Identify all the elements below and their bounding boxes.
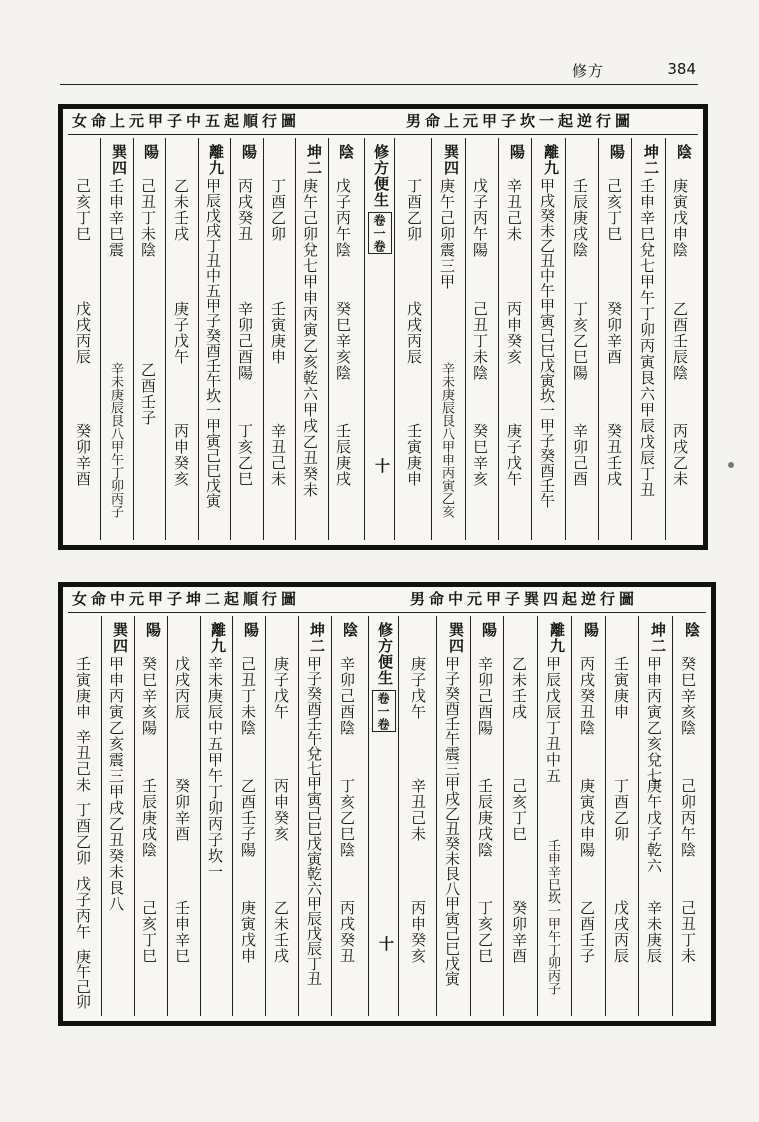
sector-label: 巽四 — [447, 622, 465, 654]
running-header — [60, 58, 698, 85]
stem-branch-entry: 癸卯辛酉 — [510, 900, 528, 964]
sector-label: 巽四 — [110, 144, 128, 176]
stem-branch-entry: 壬寅庚申 — [612, 656, 630, 720]
sector-label: 陽 — [144, 622, 162, 638]
stem-branch-entry: 庚午己卯兌七甲申丙寅乙亥乾六甲戌乙丑癸未 — [301, 178, 319, 498]
stem-branch-entry: 丙戌癸丑 — [236, 178, 254, 242]
sector-divider — [265, 616, 266, 1016]
stem-branch-entry: 癸巳辛亥陰 — [679, 656, 697, 736]
stem-branch-entry: 戊戌丙辰 — [173, 656, 191, 720]
stem-branch-entry: 辛丑己未 — [505, 178, 523, 242]
sector-label: 坤二 — [308, 622, 326, 654]
sector-divider — [631, 138, 632, 540]
stem-branch-entry: 丁亥乙巳陽 — [571, 301, 589, 381]
header-title: 修方 — [571, 62, 604, 80]
sector-divider — [503, 616, 504, 1016]
sector-divider — [133, 138, 134, 540]
stem-branch-entry: 壬辰庚戌陰 — [476, 778, 494, 858]
stem-branch-entry: 辛未庚辰 — [645, 900, 663, 964]
sector-label: 陽 — [582, 622, 600, 638]
sector-divider — [134, 616, 135, 1016]
stem-branch-entry: 辛丑己未 — [409, 778, 427, 842]
print-speck — [728, 462, 734, 468]
stem-branch-entry: 戊子丙午 — [74, 876, 92, 940]
gutter-line-right — [394, 138, 395, 540]
stem-branch-entry: 丁酉乙卯 — [74, 802, 92, 866]
sector-label: 離九 — [548, 622, 566, 654]
stem-branch-entry: 甲子癸酉壬午兌七甲寅己巳戊寅乾六甲辰戊辰丁丑 — [305, 656, 323, 986]
gutter-line-left — [364, 138, 365, 540]
sector-label: 巽四 — [442, 144, 460, 176]
sector-label: 陽 — [508, 144, 526, 160]
stem-branch-entry: 壬辰庚戌 — [334, 423, 352, 487]
sector-divider — [598, 138, 599, 540]
bottom-diagram-panel — [58, 582, 716, 1026]
stem-branch-entry: 壬寅庚申 — [405, 423, 423, 487]
stem-branch-entry: 庚寅戊申 — [239, 900, 257, 964]
diagram-title-left: 女命中元甲子坤二起順行圖 — [72, 590, 301, 608]
sector-divider — [200, 616, 201, 1016]
sector-divider — [263, 138, 264, 540]
sector-divider — [665, 138, 666, 540]
sector-divider — [198, 138, 199, 540]
stem-branch-entry: 乙酉壬子 — [139, 362, 157, 426]
sector-divider — [672, 616, 673, 1016]
stem-branch-entry: 己亥丁巳 — [605, 178, 623, 242]
sector-divider — [230, 138, 231, 540]
sector-divider — [431, 138, 432, 540]
stem-branch-entry: 庚子戊午 — [172, 301, 190, 365]
sector-label: 陰 — [341, 622, 359, 638]
stem-branch-entry: 壬辰庚戌陰 — [571, 178, 589, 258]
stem-branch-entry: 辛卯己酉陰 — [338, 656, 356, 736]
stem-branch-entry: 癸巳辛亥 — [471, 423, 489, 487]
stem-branch-entry: 壬申辛巳兌七甲午丁卯丙寅艮六甲辰戊辰丁丑 — [638, 178, 656, 498]
sector-label: 巽四 — [111, 622, 129, 654]
gutter-book-title: 修方便生 — [376, 622, 394, 686]
stem-branch-entry: 壬申辛巳坎一甲午丁卯丙子 — [545, 839, 560, 995]
stem-branch-entry: 乙未壬戌 — [510, 656, 528, 720]
sector-label: 陽 — [480, 622, 498, 638]
stem-branch-entry: 辛未庚辰中五甲午丁卯丙子坎一 — [206, 656, 224, 880]
stem-branch-entry: 乙酉壬子 — [578, 900, 596, 964]
stem-branch-entry: 丁亥乙巳 — [476, 900, 494, 964]
diagram-title-right: 男命上元甲子坎一起逆行圖 — [406, 112, 635, 130]
stem-branch-entry: 庚午己卯震三甲 — [438, 178, 456, 290]
stem-branch-entry: 戊子丙午陰 — [334, 178, 352, 258]
stem-branch-entry: 丙申癸亥 — [505, 301, 523, 365]
sector-divider — [537, 616, 538, 1016]
stem-branch-entry: 己亥丁巳 — [140, 900, 158, 964]
gutter-line-left — [368, 616, 369, 1016]
stem-branch-entry: 庚子戊午 — [409, 656, 427, 720]
diagram-title-right: 男命中元甲子巽四起逆行圖 — [410, 590, 639, 608]
stem-branch-entry: 庚寅戊申陰 — [671, 178, 689, 258]
sector-divider — [436, 616, 437, 1016]
stem-branch-entry: 丁亥乙巳 — [236, 423, 254, 487]
stem-branch-entry: 壬寅庚申 — [74, 656, 92, 720]
stem-branch-entry: 辛丑己未 — [269, 423, 287, 487]
stem-branch-entry: 丁酉乙卯 — [269, 178, 287, 242]
sector-divider — [295, 138, 296, 540]
sector-label: 陰 — [675, 144, 693, 160]
stem-branch-entry: 甲申丙寅乙亥震三甲戌乙丑癸未艮八 — [107, 656, 125, 912]
stem-branch-entry: 癸卯辛酉 — [74, 423, 92, 487]
sector-label: 陽 — [242, 622, 260, 638]
sector-divider — [331, 616, 332, 1016]
stem-branch-entry: 甲辰戊辰丁丑中五 — [544, 656, 562, 784]
stem-branch-entry: 庚午戊子乾六 — [645, 778, 663, 874]
sector-label: 坤二 — [649, 622, 667, 654]
sector-divider — [565, 138, 566, 540]
stem-branch-entry: 乙酉壬辰陰 — [671, 301, 689, 381]
stem-branch-entry: 丁酉乙卯 — [612, 778, 630, 842]
sector-divider — [470, 616, 471, 1016]
stem-branch-entry: 庚子戊午 — [505, 423, 523, 487]
stem-branch-entry: 丙申癸亥 — [172, 423, 190, 487]
title-rule — [68, 134, 698, 135]
stem-branch-entry: 丙戌乙未 — [671, 423, 689, 487]
gutter-book-title: 修方便生 — [372, 144, 390, 208]
stem-branch-entry: 甲辰戊戌丁丑中五甲子癸酉壬午坎一甲寅己巳戊寅 — [204, 178, 222, 508]
diagram-title-left: 女命上元甲子中五起順行圖 — [72, 112, 301, 130]
sector-label: 離九 — [207, 144, 225, 176]
sector-label: 坤二 — [305, 144, 323, 176]
stem-branch-entry: 甲子癸酉壬午震三甲戌乙丑癸未艮八甲寅己巳戊寅 — [443, 656, 461, 986]
stem-branch-entry: 己丑丁未陰 — [239, 656, 257, 736]
sector-divider — [531, 138, 532, 540]
stem-branch-entry: 壬申辛巳震 — [107, 178, 125, 258]
gutter-line-right — [398, 616, 399, 1016]
stem-branch-entry: 戊戌丙辰 — [612, 900, 630, 964]
stem-branch-entry: 己丑丁未陰 — [139, 178, 157, 258]
stem-branch-entry: 戊戌丙辰 — [74, 301, 92, 365]
stem-branch-entry: 癸卯辛酉 — [605, 301, 623, 365]
stem-branch-entry: 己丑丁未 — [679, 900, 697, 964]
stem-branch-entry: 壬寅庚申 — [269, 301, 287, 365]
stem-branch-entry: 丙申癸亥 — [272, 778, 290, 842]
gutter-page: 十 — [377, 936, 395, 952]
stem-branch-entry: 丙戌癸丑陰 — [578, 656, 596, 736]
sector-divider — [605, 616, 606, 1016]
stem-branch-entry: 乙酉壬子陽 — [239, 778, 257, 858]
stem-branch-entry: 乙未壬戌 — [172, 178, 190, 242]
sector-divider — [638, 616, 639, 1016]
stem-branch-entry: 癸巳辛亥陰 — [334, 301, 352, 381]
stem-branch-entry: 己丑丁未陰 — [471, 301, 489, 381]
gutter-volume: 卷一卷 — [372, 214, 386, 253]
stem-branch-entry: 戊戌丙辰 — [405, 301, 423, 365]
stem-branch-entry: 己亥丁巳 — [510, 778, 528, 842]
stem-branch-entry: 甲申丙寅乙亥兌七 — [645, 656, 663, 784]
stem-branch-entry: 辛未庚辰艮八甲申丙寅乙亥 — [439, 362, 454, 518]
sector-label: 離九 — [209, 622, 227, 654]
sector-divider — [232, 616, 233, 1016]
sector-label: 陽 — [608, 144, 626, 160]
stem-branch-entry: 庚寅戊申陽 — [578, 778, 596, 858]
stem-branch-entry: 丙戌癸丑 — [338, 900, 356, 964]
stem-branch-entry: 丙申癸亥 — [409, 900, 427, 964]
sector-divider — [100, 138, 101, 540]
stem-branch-entry: 庚午己卯 — [74, 949, 92, 1009]
stem-branch-entry: 癸丑壬戌 — [605, 423, 623, 487]
stem-branch-entry: 癸卯辛酉 — [173, 778, 191, 842]
stem-branch-entry: 庚子戊午 — [272, 656, 290, 720]
sector-label: 陰 — [337, 144, 355, 160]
stem-branch-entry: 己亥丁巳 — [74, 178, 92, 242]
top-diagram-panel — [58, 104, 708, 550]
sector-divider — [298, 616, 299, 1016]
stem-branch-entry: 丁酉乙卯 — [405, 178, 423, 242]
stem-branch-entry: 辛未庚辰艮八甲午丁卯丙子 — [108, 362, 123, 518]
sector-divider — [571, 616, 572, 1016]
stem-branch-entry: 壬申辛巳 — [173, 900, 191, 964]
stem-branch-entry: 辛卯己酉陽 — [476, 656, 494, 736]
header-page-number: 384 — [667, 60, 696, 78]
gutter-volume: 卷一卷 — [376, 692, 390, 731]
stem-branch-entry: 乙未壬戌 — [272, 900, 290, 964]
stem-branch-entry: 辛卯己酉 — [571, 423, 589, 487]
stem-branch-entry: 戊子丙午陽 — [471, 178, 489, 258]
sector-label: 離九 — [542, 144, 560, 176]
stem-branch-entry: 辛卯己酉陽 — [236, 301, 254, 381]
stem-branch-entry: 甲戌癸未乙丑中午甲寅己巳戊寅坎一甲子癸酉壬午 — [538, 178, 556, 508]
sector-divider — [465, 138, 466, 540]
sector-label: 坤二 — [642, 144, 660, 176]
sector-divider — [328, 138, 329, 540]
title-rule — [68, 612, 706, 613]
gutter-page: 十 — [373, 458, 391, 474]
sector-divider — [101, 616, 102, 1016]
sector-label: 陽 — [142, 144, 160, 160]
stem-branch-entry: 丁亥乙巳陰 — [338, 778, 356, 858]
stem-branch-entry: 辛丑己未 — [74, 729, 92, 793]
sector-divider — [498, 138, 499, 540]
sector-label: 陰 — [683, 622, 701, 638]
stem-branch-entry: 己卯丙午陰 — [679, 778, 697, 858]
stem-branch-entry: 壬辰庚戌陰 — [140, 778, 158, 858]
stem-branch-entry: 癸巳辛亥陽 — [140, 656, 158, 736]
sector-divider — [167, 616, 168, 1016]
sector-divider — [165, 138, 166, 540]
sector-label: 陽 — [240, 144, 258, 160]
